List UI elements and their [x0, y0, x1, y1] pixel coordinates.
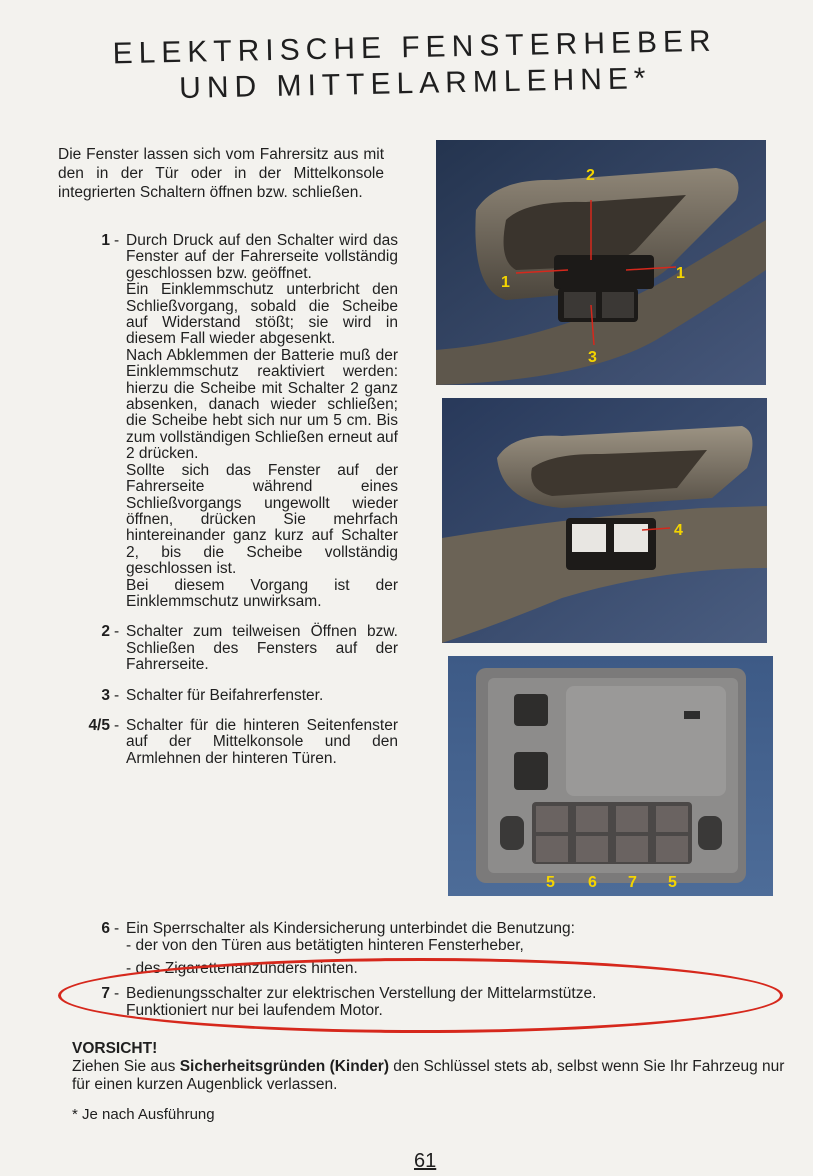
item-number: 6: [101, 920, 110, 937]
list-item-4-5: 4/5 - Schalter für die hinteren Seitenfenster auf der Mittelkonsole und den Armlehnen der hinteren Türen.: [58, 718, 398, 767]
item-subtext: Funktioniert nur bei laufendem Motor.: [126, 1002, 383, 1019]
item-text: Ein Sperrschalter als Kindersicherung unterbindet die Benutzung:: [126, 920, 575, 937]
list-item-6: 6 - Ein Sperrschalter als Kindersicherung unterbindet die Benutzung: - der von den Türen aus betätigten hinteren Fensterheber,: [58, 920, 778, 954]
list-item-1: 1 - Durch Druck auf den Schalter wird das Fenster auf der Fahrerseite vollständig geschlossen bzw. geöffnet. Ein Einklemmschutz unterbricht den Schließvorgang, sobald die Scheibe auf Widerstand stößt; sie wird in diesem Fall wieder abgesenkt. Nach Abklemmen der Batterie muß der Einklemmschutz reaktiviert werden: hierzu die Scheibe mit Schalter 2 ganz absenken, danach wieder schließen; die Scheibe hebt sich nur um 5 cm. Bis zum vollständigen Schließen erneut auf 2 drücken. Sollte sich das Fenster auf der Fahrerseite während eines Schließvorgangs ungewollt wieder öffnen, drücken Sie mehrfach hintereinander ganz kurz auf Schalter 2, bis die Scheibe vollständig geschlossen ist. Bei diesem Vorgang ist der Einklemmschutz unwirksam.: [58, 233, 398, 610]
callout-label: 7: [628, 874, 637, 891]
callout-label: 5: [546, 874, 555, 891]
item-text: Schalter für die hinteren Seitenfenster auf der Mittelkonsole und den Armlehnen der hinteren Türen.: [126, 716, 398, 767]
intro-paragraph: Die Fenster lassen sich vom Fahrersitz aus mit den in der Tür oder in der Mittelkonsole integrierten Schaltern öffnen bzw. schließen.: [58, 146, 384, 201]
door-switch-illustration-1: [436, 140, 766, 385]
door-switch-illustration-2: [442, 398, 767, 643]
list-item-7: 7 - Bedienungsschalter zur elektrischen Verstellung der Mittelarmstütze. Funktioniert nur bei laufendem Motor.: [58, 985, 778, 1019]
red-highlight-oval: [58, 958, 783, 1033]
item-subtext: - des Zigarettenanzünders hinten.: [126, 960, 358, 977]
console-switch-illustration: [448, 656, 773, 896]
item-number: 2: [101, 623, 110, 641]
item-number: 3: [101, 686, 110, 704]
item-text: Durch Druck auf den Schalter wird das Fenster auf der Fahrerseite vollständig geschlossen bzw. geöffnet.: [126, 232, 398, 282]
page-number: 61: [414, 1150, 437, 1172]
item-number: 4/5: [88, 716, 110, 734]
list-item-2: 2 - Schalter zum teilweisen Öffnen bzw. Schließen des Fensters auf der Fahrerseite.: [58, 624, 398, 673]
callout-label: 2: [586, 167, 595, 184]
title-line-2: UND MITTELARMLEHNE*: [178, 62, 652, 105]
item-text: Nach Abklemmen der Batterie muß der Einklemmschutz reaktiviert werden: hierzu die Scheibe mit Schalter 2 ganz absenken, danach wieder schließen; die Scheibe hebt sich nur um 5 cm. Bis zum vollständigen Schließen erneut auf 2 drücken.: [126, 346, 398, 463]
item-text: Schalter zum teilweisen Öffnen bzw. Schließen des Fensters auf der Fahrerseite.: [126, 623, 398, 674]
callout-label: 3: [588, 349, 597, 366]
switch-list: [58, 233, 398, 781]
callout-label: 6: [588, 874, 597, 891]
warning-box: [72, 1040, 792, 1094]
title-line-1: ELEKTRISCHE FENSTERHEBER: [112, 24, 717, 71]
callout-label: 5: [668, 874, 677, 891]
list-item-3: 3 - Schalter für Beifahrerfenster.: [58, 688, 398, 704]
item-text: Schalter für Beifahrerfenster.: [126, 686, 324, 704]
item-text: Sollte sich das Fenster auf der Fahrerseite während eines Schließvorgangs ungewollt wieder öffnen, drücken Sie mehrfach hintereinander ganz kurz auf Schalter 2, bis die Scheibe vollständig geschlossen ist.: [126, 461, 398, 578]
item-text: Ein Einklemmschutz unterbricht den Schließvorgang, sobald die Scheibe auf Widerstand stößt; sie wird in diesem Fall wieder abgesenkt.: [126, 281, 398, 348]
item-text: Bedienungsschalter zur elektrischen Verstellung der Mittelarmstütze.: [126, 985, 597, 1002]
warning-heading: VORSICHT!: [72, 1040, 158, 1057]
item-subtext: - der von den Türen aus betätigten hinteren Fensterheber,: [126, 937, 524, 954]
callout-label: 1: [676, 265, 685, 282]
callout-label: 1: [501, 274, 510, 291]
warning-text: Ziehen Sie aus Sicherheitsgründen (Kinder) den Schlüssel stets ab, selbst wenn Sie Ihr Fahrzeug nur für einen kurzen Augenblick verlassen.: [72, 1058, 785, 1093]
callout-label: 4: [674, 522, 683, 539]
item-text: Bei diesem Vorgang ist der Einklemmschutz unwirksam.: [126, 576, 398, 610]
page-title: [54, 22, 775, 109]
item-number: 1: [101, 232, 110, 249]
item-number: 7: [101, 985, 110, 1002]
footnote: * Je nach Ausführung: [72, 1106, 215, 1123]
